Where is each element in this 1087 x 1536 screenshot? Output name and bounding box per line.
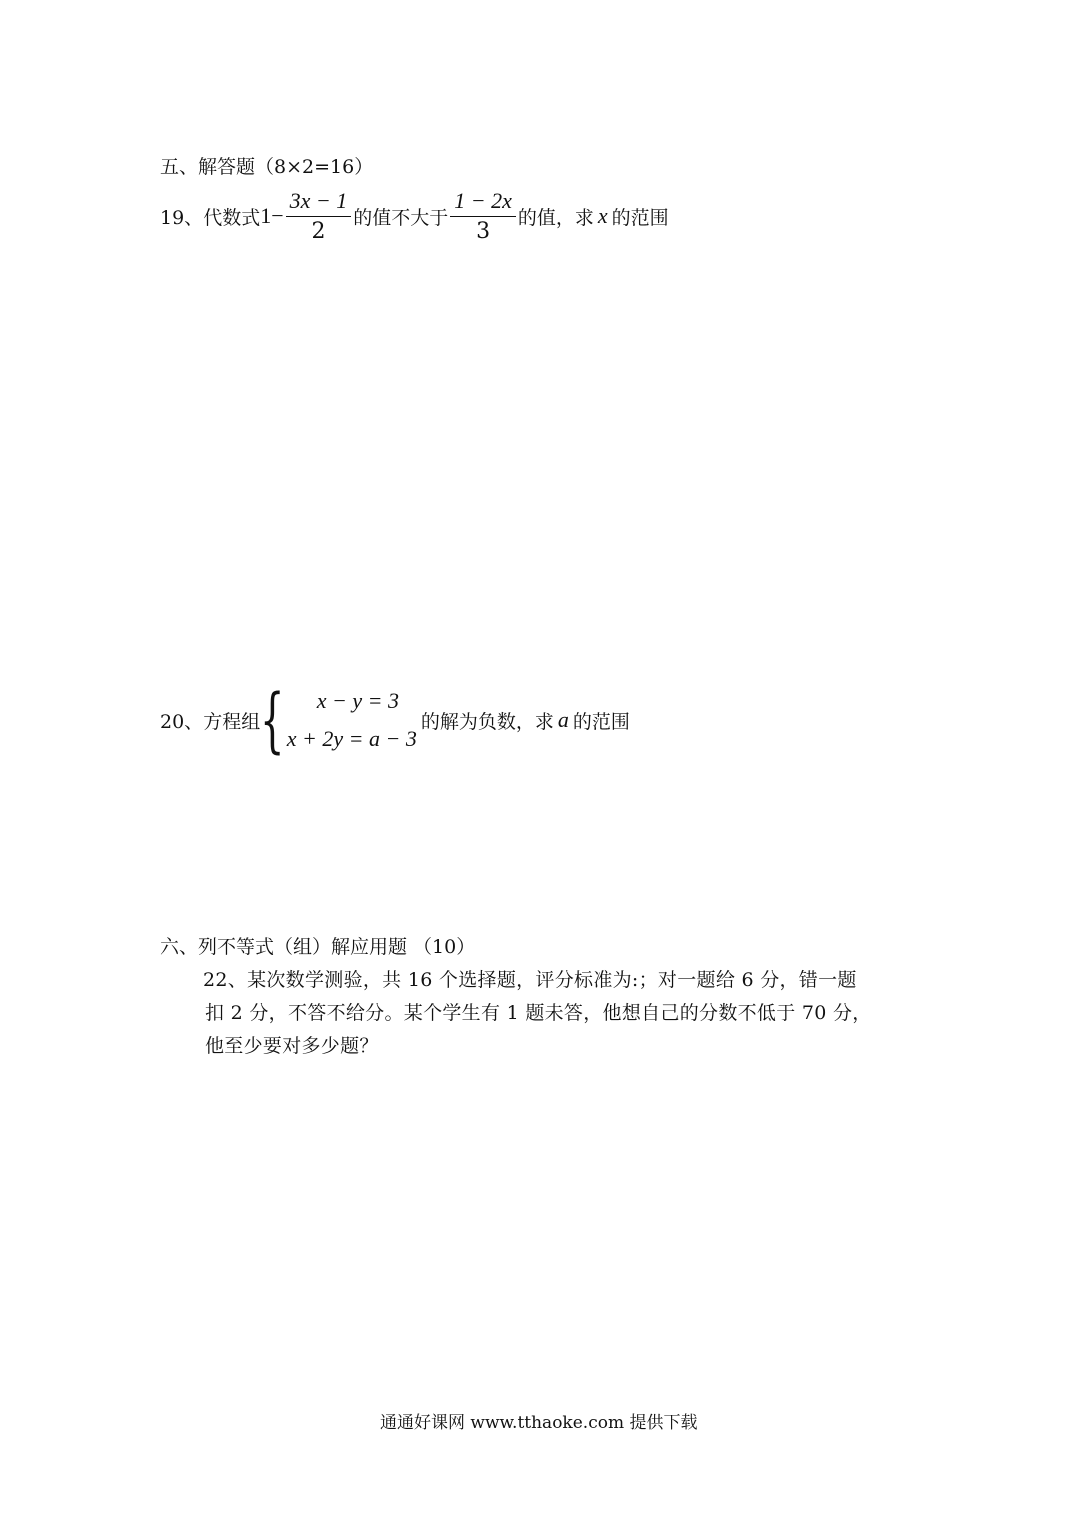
q19-fraction-2-numerator: 1 − 2x	[450, 188, 516, 217]
section-5-heading: 五、解答题（8×2=16）	[160, 156, 374, 178]
q20-text-1: 方程组	[203, 710, 261, 733]
q22-line-2: 扣 2 分，不答不给分。某个学生有 1 题未答，他想自己的分数不低于 70 分，	[205, 1002, 872, 1024]
q19-text-3: 的值，求	[517, 206, 594, 229]
q19-fraction-1-denominator: 2	[311, 218, 326, 244]
q19-variable: x	[597, 203, 608, 228]
q20-equation-1: x − y = 3	[316, 688, 399, 713]
q20-system	[287, 682, 417, 758]
q19-text-1: 代数式	[203, 206, 261, 229]
q19-fraction-2-denominator: 3	[476, 218, 491, 244]
q19-fraction-1	[286, 188, 352, 245]
q19-text-4: 的范围	[611, 206, 669, 229]
q19-fraction-1-numerator: 3x − 1	[286, 188, 352, 217]
q19-one: 1	[260, 203, 272, 228]
q22-line-1: 22、某次数学测验，共 16 个选择题，评分标准为:；对一题给 6 分，错一题	[203, 969, 857, 991]
q22-line-3: 他至少要对多少题？	[205, 1035, 379, 1057]
q19-minus: −	[271, 203, 284, 228]
q20-brace: {	[260, 679, 285, 761]
question-19	[160, 186, 669, 246]
q19-fraction-2	[450, 188, 516, 245]
question-22	[205, 964, 945, 1063]
q19-number: 19、	[160, 206, 204, 229]
footer-text: 通通好课网 www.tthaoke.com 提供下载	[380, 1413, 698, 1433]
q20-equation-2: x + 2y = a − 3	[286, 726, 417, 751]
q20-text-2: 的解为负数，求	[420, 710, 554, 733]
q20-text-3: 的范围	[572, 710, 630, 733]
question-20	[160, 680, 630, 760]
section-6-heading: 六、列不等式（组）解应用题 （10）	[160, 936, 476, 958]
q20-variable: a	[557, 707, 569, 732]
q19-text-2: 的值不大于	[353, 206, 449, 229]
q20-number: 20、	[160, 710, 204, 733]
